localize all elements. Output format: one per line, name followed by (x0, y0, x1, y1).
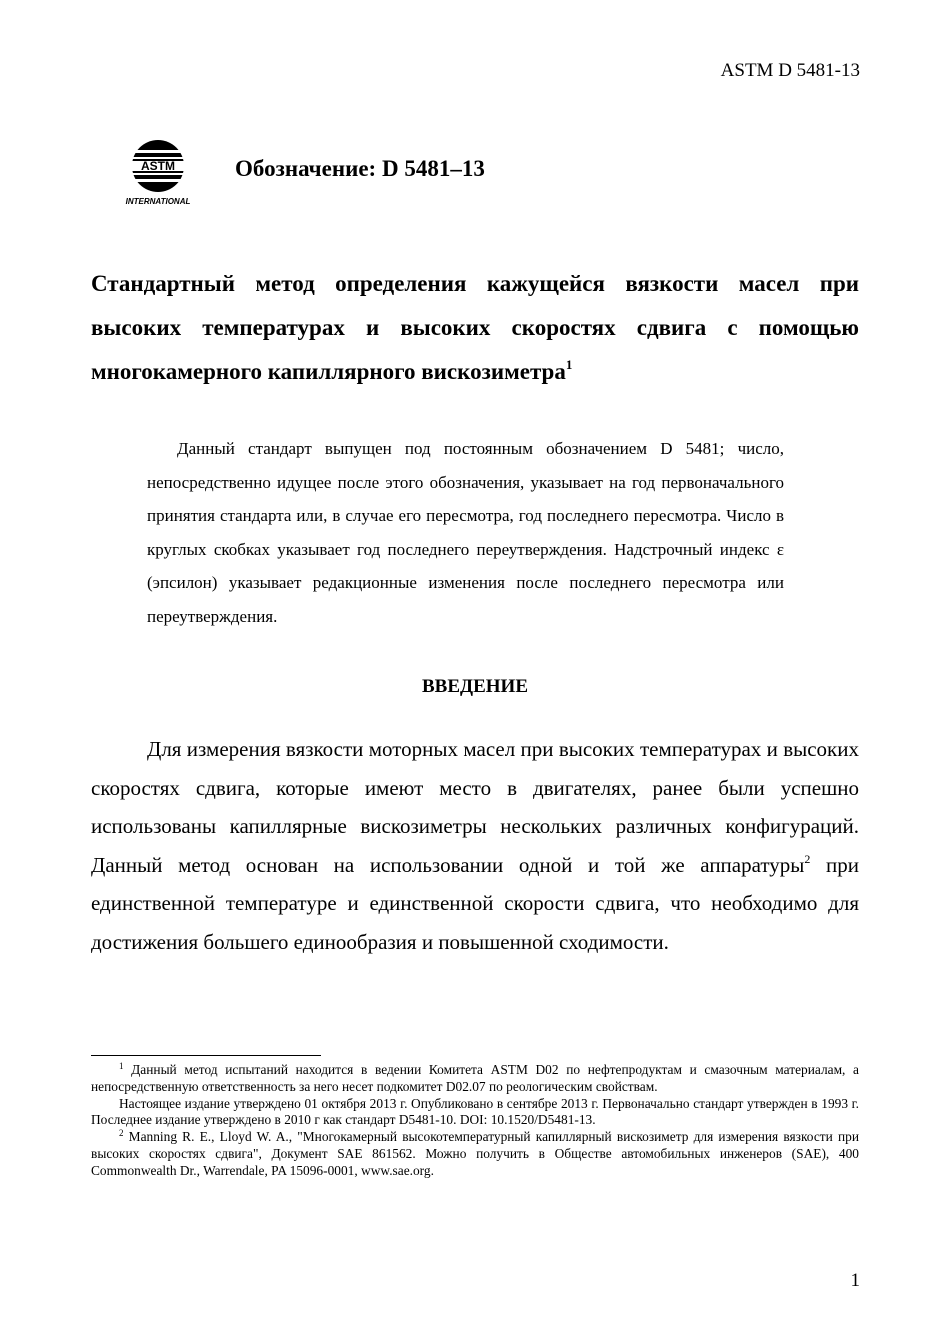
footnote-1 (91, 1062, 859, 1096)
logo-caption: INTERNATIONAL (125, 197, 191, 206)
title-text: Стандартный метод определения кажущейся вязкости масел при высоких температурах и высоких скоростях сдвига с помощью многокамерного капиллярного вискозиметра (91, 271, 859, 384)
document-title (91, 262, 859, 394)
footnote-text: Manning R. E., Lloyd W. A., "Многокамерный высокотемпературный капиллярный вискозиметр для измерения вязкости при высоких скоростях сдвига", Документ SAE 861562. Можно получить в Обществе автомобильных инженеров (SAE), 400 Commonwealth Dr., Warrendale, PA 15096-0001, www.sae.org. (91, 1129, 859, 1178)
footnote-divider (91, 1055, 321, 1056)
intro-footnote-ref[interactable]: 2 (804, 851, 811, 866)
designation-heading: Обозначение: D 5481–13 (235, 156, 485, 181)
footnote-text: Данный метод испытаний находится в ведении Комитета ASTM D02 по нефтепродуктам и смазочным материалам, а непосредственную ответственность за него несет подкомитет D02.07 по реологическим свойствам. (91, 1062, 859, 1094)
designation-notice: Данный стандарт выпущен под постоянным обозначением D 5481; число, непосредственно идущее после этого обозначения, указывает на год первоначального принятия стандарта или, в случае его пересмотра, год последнего пересмотра. Число в круглых скобках указывает год последнего переутверждения. Надстрочный индекс ε (эпсилон) указывает редакционные изменения после последнего пересмотра или переутверждения. (147, 439, 784, 626)
footnote-marker: 2 (119, 1128, 124, 1139)
document-code: ASTM D 5481-13 (720, 60, 860, 81)
intro-text-part-2: при единственной температуре и единственной скорости сдвига, что необходимо для достижения большего единообразия и повышенной сходимости. (91, 852, 860, 954)
footnote-1-continued (91, 1096, 859, 1130)
astm-logo-icon (118, 136, 198, 208)
footnotes (91, 1062, 859, 1180)
footnote-text: Настоящее издание утверждено 01 октября 2013 г. Опубликовано в сентябре 2013 г. Первоначально стандарт утвержден в 1993 г. Последнее издание утверждено в 2010 г как стандарт D5481-10. DOI: 10.1520/D5481-13. (91, 1095, 859, 1128)
intro-text-part-1: Для измерения вязкости моторных масел при высоких температурах и высоких скоростях сдвига, которые имеют место в двигателях, ранее были успешно использованы капиллярные вискозиметры нескольких различных конфигураций. Данный метод основан на использовании одной и той же аппаратуры (91, 737, 859, 877)
footnote-marker: 1 (119, 1061, 124, 1071)
page-number: 1 (850, 1270, 860, 1291)
logo-letters: ASTM (141, 159, 175, 173)
introduction-heading: ВВЕДЕНИЕ (422, 676, 528, 697)
introduction-paragraph (91, 730, 859, 962)
title-footnote-ref[interactable]: 1 (565, 357, 573, 372)
footnote-2 (91, 1129, 859, 1179)
